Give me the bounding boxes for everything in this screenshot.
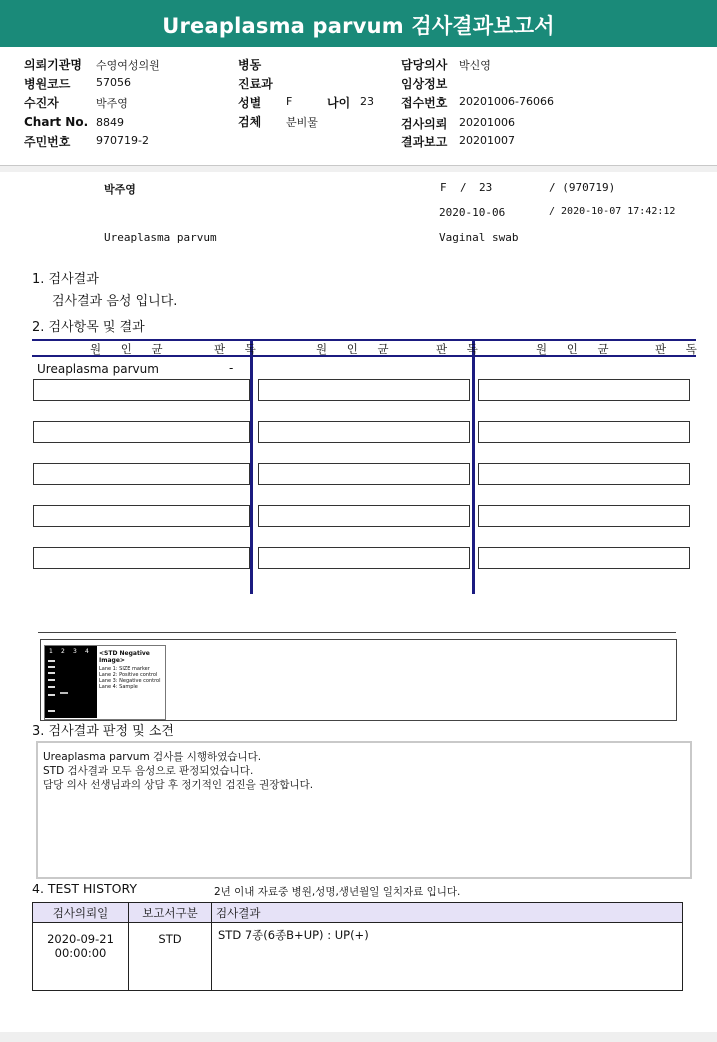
marker-band	[48, 694, 55, 696]
request-date-label: 검사의뢰	[401, 117, 448, 131]
page-footer	[0, 1032, 717, 1042]
result-cell	[478, 463, 690, 485]
specimen-label: 검체	[238, 115, 262, 129]
column-divider-2	[472, 339, 475, 594]
col1-pathogen-header: 원 인 균	[90, 342, 171, 356]
gel-legend-item: Lane 2: Positive control	[99, 672, 158, 678]
specimen-value: 분비물	[286, 116, 318, 129]
gel-legend-item: Lane 1: SIZE marker	[99, 666, 150, 672]
patient-value: 박주영	[96, 97, 128, 110]
clinical-info-label: 임상정보	[401, 77, 448, 91]
lane-label: 3	[73, 648, 77, 655]
receipt-no-label: 접수번호	[401, 96, 448, 110]
institution-value: 수영여성의원	[96, 59, 160, 72]
result-cell	[33, 463, 250, 485]
history-date: 2020-09-21	[47, 932, 114, 946]
marker-band	[48, 679, 55, 681]
gel-legend-item: Lane 3: Negative control	[99, 678, 161, 684]
result-cell	[33, 505, 250, 527]
history-note: 2년 이내 자료중 병원,성명,생년월일 일치자료 입니다.	[214, 886, 461, 898]
history-date-cell	[33, 923, 129, 991]
section3-heading: 3. 검사결과 판정 및 소견	[32, 724, 174, 739]
ward-label: 병동	[238, 58, 262, 72]
result-cell	[478, 421, 690, 443]
header-info	[0, 47, 717, 166]
section-divider	[0, 166, 717, 172]
result-cell	[258, 463, 470, 485]
hospital-code-value: 57056	[96, 76, 131, 89]
result-cell	[478, 379, 690, 401]
gel-image	[44, 645, 166, 720]
opinion-line: STD 검사결과 모두 음성으로 판정되었습니다.	[43, 765, 254, 777]
col3-judgement-header: 판 독	[655, 342, 705, 356]
specimen-type: Vaginal swab	[439, 231, 519, 244]
history-header-row	[33, 903, 683, 923]
col1-judgement-header: 판 독	[214, 342, 264, 356]
gel-photo	[45, 646, 97, 718]
history-table	[32, 902, 683, 991]
patient-sep: /	[460, 181, 467, 194]
age-label: 나이	[327, 96, 351, 110]
result-cell	[33, 547, 250, 569]
result-cell	[33, 421, 250, 443]
lane-label: 4	[85, 648, 89, 655]
sex-value: F	[286, 95, 293, 108]
column-divider-1	[250, 339, 253, 594]
marker-band	[48, 686, 55, 688]
result-cell	[33, 379, 250, 401]
report-title: Ureaplasma parvum 검사결과보고서	[0, 0, 717, 47]
history-result: STD 7종(6종B+UP) : UP(+)	[212, 923, 683, 991]
resident-no-label: 주민번호	[24, 135, 71, 149]
patient-age: 23	[479, 181, 493, 194]
patient-name: 박주영	[104, 183, 136, 196]
result-cell	[258, 505, 470, 527]
patient-birth: / (970719)	[549, 181, 616, 194]
result-cell	[478, 547, 690, 569]
doctor-value: 박신영	[459, 59, 491, 72]
institution-label: 의뢰기관명	[24, 58, 82, 72]
section1-heading: 1. 검사결과	[32, 272, 99, 287]
gel-image-frame	[40, 639, 677, 721]
marker-band	[48, 660, 55, 662]
history-col-result: 검사결과	[212, 903, 683, 923]
history-col-date: 검사의뢰일	[33, 903, 129, 923]
department-label: 진료과	[238, 77, 273, 91]
lane-label: 2	[61, 648, 65, 655]
opinion-box	[36, 741, 692, 879]
receipt-no-value: 20201006-76066	[459, 95, 554, 108]
opinion-line: Ureaplasma parvum 검사를 시행하였습니다.	[43, 751, 262, 763]
hospital-code-label: 병원코드	[24, 77, 71, 91]
collect-date: 2020-10-06	[439, 206, 506, 219]
positive-band	[60, 692, 68, 694]
history-col-type: 보고서구분	[129, 903, 212, 923]
table-row	[33, 923, 683, 991]
report-datetime: / 2020-10-07 17:42:12	[549, 206, 676, 217]
gel-legend-item: Lane 4: Sample	[99, 684, 138, 690]
sex-label: 성별	[238, 96, 262, 110]
result-cell	[258, 421, 470, 443]
resident-no-value: 970719-2	[96, 134, 149, 147]
marker-band	[48, 710, 55, 712]
image-top-rule	[38, 632, 676, 633]
test-name: Ureaplasma parvum	[104, 231, 217, 244]
section1-summary: 검사결과 음성 입니다.	[52, 294, 178, 309]
result-cell	[478, 505, 690, 527]
chart-no-label: Chart No.	[24, 115, 89, 129]
marker-band	[48, 672, 55, 674]
age-value: 23	[360, 95, 374, 108]
result-cell	[258, 379, 470, 401]
opinion-line: 담당 의사 선생님과의 상담 후 정기적인 검진을 권장합니다.	[43, 779, 314, 791]
report-date-label: 결과보고	[401, 135, 448, 149]
gel-image-title: <STD Negative Image>	[99, 650, 150, 664]
col3-pathogen-header: 원 인 균	[536, 342, 617, 356]
patient-sex: F	[440, 181, 447, 194]
history-type: STD	[129, 923, 212, 991]
lane-label: 1	[49, 648, 53, 655]
row1-result: -	[229, 361, 234, 375]
patient-label: 수진자	[24, 96, 59, 110]
marker-band	[48, 666, 55, 668]
col2-pathogen-header: 원 인 균	[316, 342, 397, 356]
request-date-value: 20201006	[459, 116, 515, 129]
section2-heading: 2. 검사항목 및 결과	[32, 320, 145, 335]
history-time: 00:00:00	[54, 946, 107, 960]
col2-judgement-header: 판 독	[436, 342, 486, 356]
section4-heading: 4. TEST HISTORY	[32, 881, 137, 896]
row1-pathogen: Ureaplasma parvum	[37, 362, 159, 376]
report-date-value: 20201007	[459, 134, 515, 147]
result-cell	[258, 547, 470, 569]
chart-no-value: 8849	[96, 116, 124, 129]
doctor-label: 담당의사	[401, 58, 448, 72]
